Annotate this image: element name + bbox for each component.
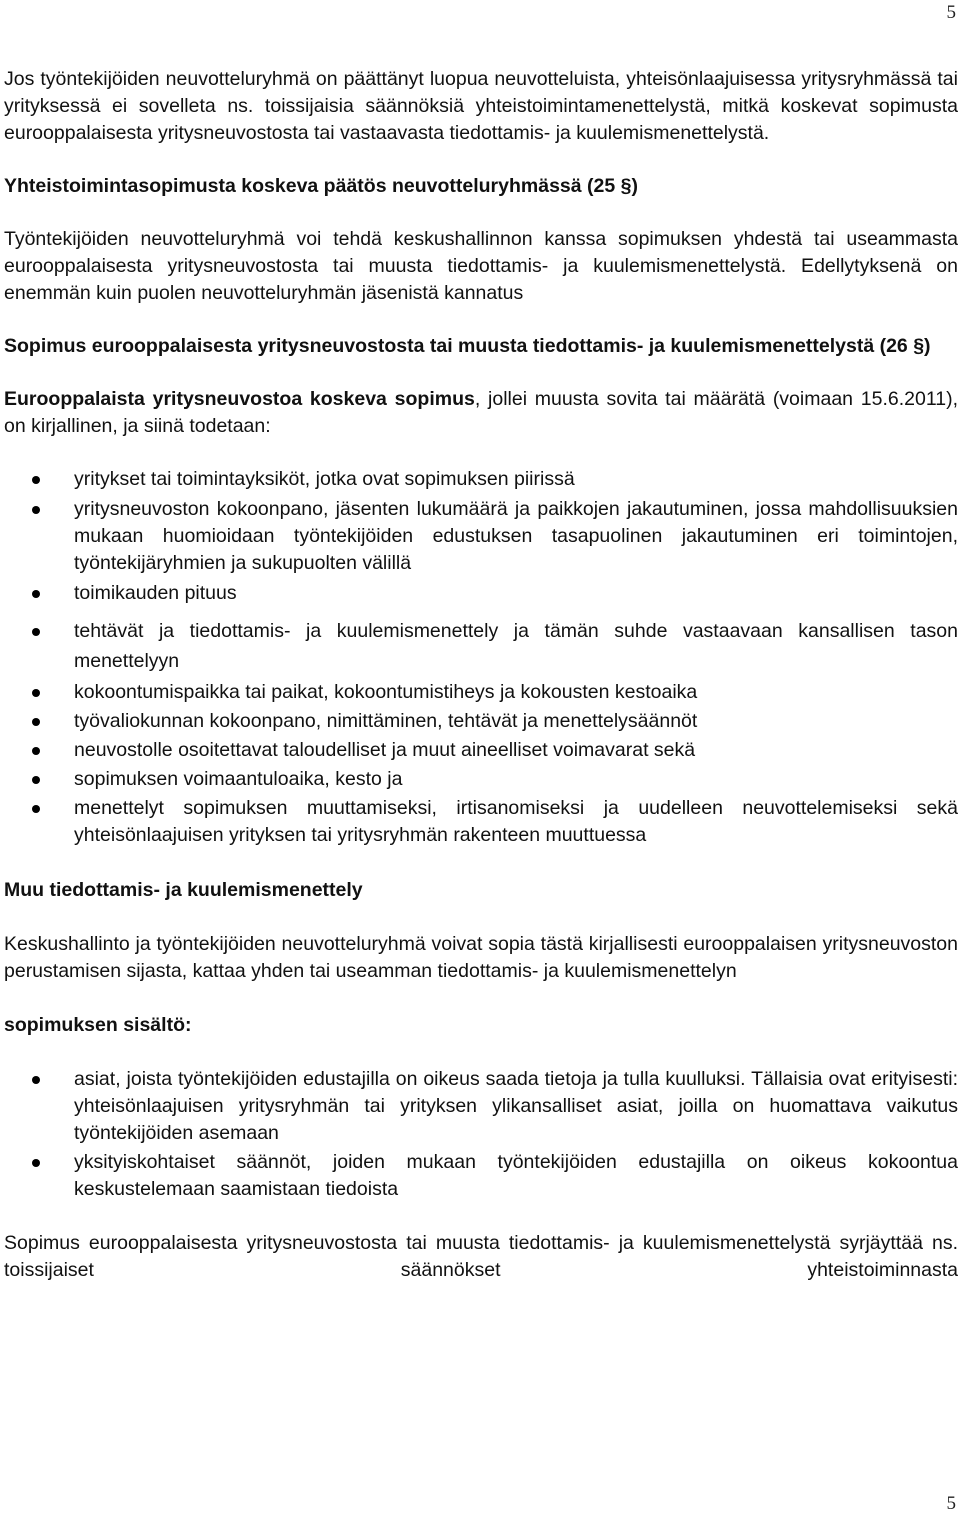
section-heading-26: Sopimus eurooppalaisesta yritysneuvostosta tai muusta tiedottamis- ja kuulemismenettelystä (26 §): [4, 335, 931, 357]
agreement-rest: , jollei muusta sovita tai määrätä (voimaan 15.6.2011), on kirjallinen, ja siinä todetaan:: [4, 388, 958, 437]
list-item: menettelyt sopimuksen muuttamiseksi, irtisanomiseksi ja uudelleen neuvottelemiseksi sekä yhteisönlaajuisen yrityksen tai yritysryhmän rakenteen muuttuessa: [4, 795, 958, 849]
bullet-icon: [32, 1159, 40, 1167]
section-heading-25: Yhteistoimintasopimusta koskeva päätös neuvotteluryhmässä (25 §): [4, 175, 638, 197]
agreement-contents-list: [4, 466, 958, 849]
list-item: tehtävät ja tiedottamis- ja kuulemismenettely ja tämän suhde vastaavaan kansallisen tason menettelyyn: [4, 616, 958, 676]
contents-heading: sopimuksen sisältö:: [4, 1014, 192, 1036]
other-procedure-paragraph: Keskushallinto ja työntekijöiden neuvotteluryhmä voivat sopia tästä kirjallisesti eurooppalaisen yritysneuvoston perustamisen sijasta, kattaa yhden tai useamman tiedottamis- ja kuulemismenettelyn: [4, 933, 958, 982]
bullet-icon: [32, 628, 40, 636]
list-item: toimikauden pituus: [4, 580, 958, 607]
section-heading-other: Muu tiedottamis- ja kuulemismenettely: [4, 879, 363, 901]
bullet-icon: [32, 776, 40, 784]
list-item: neuvostolle osoitettavat taloudelliset ja muut aineelliset voimavarat sekä: [4, 737, 958, 764]
bullet-icon: [32, 1076, 40, 1084]
page-number-bottom: 5: [946, 1493, 956, 1514]
list-item: kokoontumispaikka tai paikat, kokoontumistiheys ja kokousten kestoaika: [4, 679, 958, 706]
bullet-icon: [32, 747, 40, 755]
closing-paragraph: Sopimus eurooppalaisesta yritysneuvostosta tai muusta tiedottamis- ja kuulemismenettelystä syrjäyttää ns. toissijaiset säännökset yhteistoiminnasta: [4, 1232, 958, 1281]
list-item: asiat, joista työntekijöiden edustajilla on oikeus saada tietoja ja tulla kuulluksi. Tällaisia ovat erityisesti: yhteisönlaajuisen yritysryhmän tai yrityksen ylikansalliset asiat, joilla on huomattava vaikutus työntekijöiden asemaan: [4, 1066, 958, 1147]
page-number-top: 5: [946, 2, 956, 23]
list-item: yritykset tai toimintayksiköt, jotka ovat sopimuksen piirissä: [4, 466, 958, 493]
bullet-icon: [32, 718, 40, 726]
bullet-icon: [32, 476, 40, 484]
bullet-icon: [32, 506, 40, 514]
bullet-icon: [32, 805, 40, 813]
list-item: yksityiskohtaiset säännöt, joiden mukaan työntekijöiden edustajilla on oikeus kokoontua keskustelemaan saamistaan tiedoista: [4, 1149, 958, 1203]
agreement-term: Eurooppalaista yritysneuvostoa koskeva sopimus: [4, 388, 475, 410]
intro-paragraph: Jos työntekijöiden neuvotteluryhmä on päättänyt luopua neuvotteluista, yhteisönlaajuisessa yritysryhmässä tai yrityksessä ei sovelleta ns. toissijaisia säännöksiä yhteistoimintamenettelystä, mitkä koskevat sopimusta eurooppalaisesta yritysneuvostosta tai vastaavasta tiedottamis- ja kuulemismenettelystä.: [4, 68, 958, 144]
agreement-paragraph: [4, 386, 958, 440]
bullet-icon: [32, 590, 40, 598]
contents-list: [4, 1066, 958, 1203]
list-item: yritysneuvoston kokoonpano, jäsenten lukumäärä ja paikkojen jakautuminen, jossa mahdollisuuksien mukaan huomioidaan työntekijöiden edustuksen tasapuolinen jakautuminen eri toimintojen, työntekijäryhmien ja sukupuolten välillä: [4, 496, 958, 577]
list-item: työvaliokunnan kokoonpano, nimittäminen, tehtävät ja menettelysäännöt: [4, 708, 958, 735]
bullet-icon: [32, 689, 40, 697]
document-body: [4, 66, 958, 1304]
negotiation-paragraph: Työntekijöiden neuvotteluryhmä voi tehdä keskushallinnon kanssa sopimuksen yhdestä tai useammasta eurooppalaisesta yritysneuvostosta tai muusta tiedottamis- ja kuulemismenettelystä. Edellytyksenä on enemmän kuin puolen neuvotteluryhmän jäsenistä kannatus: [4, 228, 958, 304]
list-item: sopimuksen voimaantuloaika, kesto ja: [4, 766, 958, 793]
